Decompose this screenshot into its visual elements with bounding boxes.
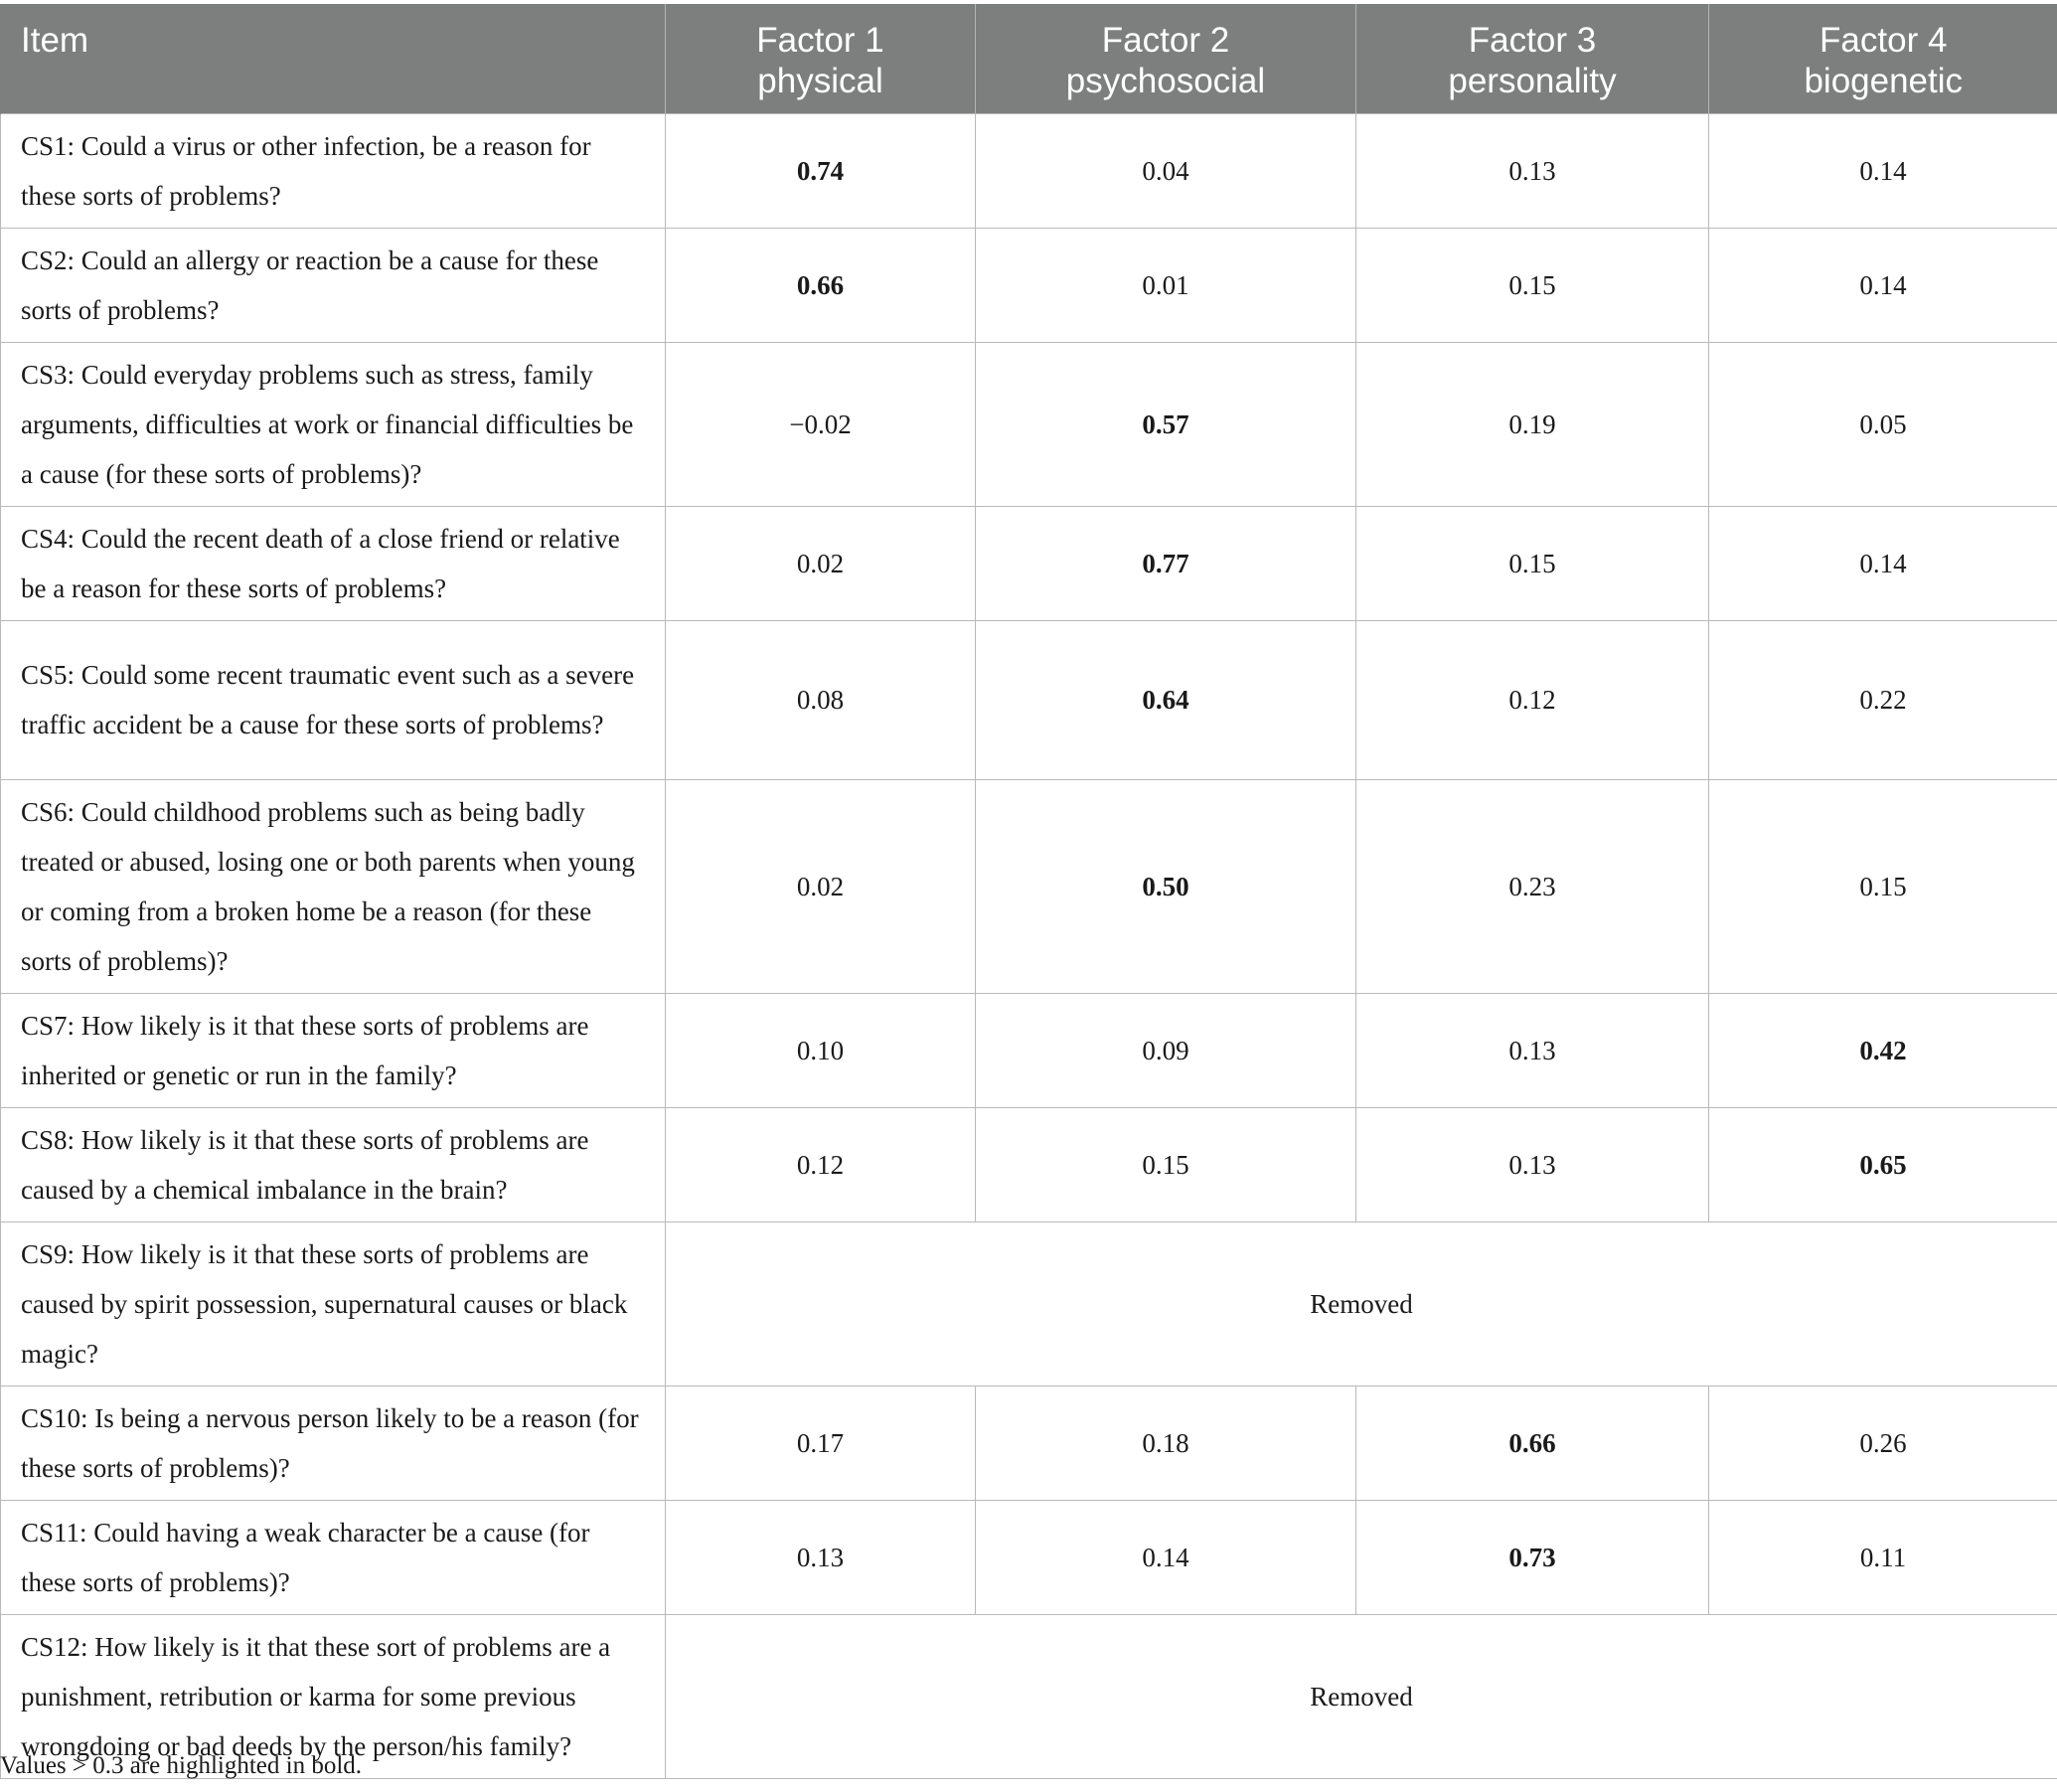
loading-cell: 0.77 xyxy=(976,506,1356,620)
table-row xyxy=(1,1107,2057,1222)
header-factor-3: Factor 3 personality xyxy=(1356,4,1709,113)
loading-cell: 0.50 xyxy=(976,779,1356,993)
loading-cell: 0.12 xyxy=(1356,620,1709,779)
removed-cell: Removed xyxy=(666,1222,2057,1385)
loading-cell: 0.10 xyxy=(666,993,976,1107)
item-cell: CS3: Could everyday problems such as stress, family arguments, difficulties at work or financial difficulties be a cause (for these sorts of problems)? xyxy=(1,342,666,506)
loading-cell: 0.14 xyxy=(1709,113,2057,228)
loading-cell: 0.02 xyxy=(666,506,976,620)
factor-loadings-table xyxy=(0,4,2057,1779)
loading-cell: 0.11 xyxy=(1709,1500,2057,1614)
table-row xyxy=(1,1222,2057,1385)
loading-cell: 0.13 xyxy=(1356,113,1709,228)
item-cell: CS9: How likely is it that these sorts of problems are caused by spirit possession, supernatural causes or black magic? xyxy=(1,1222,666,1385)
loading-cell: 0.66 xyxy=(1356,1385,1709,1500)
item-cell: CS1: Could a virus or other infection, be a reason for these sorts of problems? xyxy=(1,113,666,228)
table-row xyxy=(1,620,2057,779)
loading-cell: 0.15 xyxy=(1356,228,1709,342)
header-row xyxy=(1,4,2057,113)
item-cell: CS7: How likely is it that these sorts of problems are inherited or genetic or run in the family? xyxy=(1,993,666,1107)
item-cell: CS12: How likely is it that these sort of problems are a punishment, retribution or karma for some previous wrongdoing or bad deeds by the person/his family? xyxy=(1,1614,666,1778)
loading-cell: 0.19 xyxy=(1356,342,1709,506)
item-cell: CS8: How likely is it that these sorts of problems are caused by a chemical imbalance in the brain? xyxy=(1,1107,666,1222)
loading-cell: −0.02 xyxy=(666,342,976,506)
header-factor-1: Factor 1 physical xyxy=(666,4,976,113)
loading-cell: 0.14 xyxy=(1709,228,2057,342)
header-factor-2: Factor 2 psychosocial xyxy=(976,4,1356,113)
loading-cell: 0.15 xyxy=(976,1107,1356,1222)
loading-cell: 0.02 xyxy=(666,779,976,993)
table-row xyxy=(1,993,2057,1107)
item-cell: CS2: Could an allergy or reaction be a cause for these sorts of problems? xyxy=(1,228,666,342)
table-row xyxy=(1,1500,2057,1614)
loading-cell: 0.13 xyxy=(1356,993,1709,1107)
loading-cell: 0.73 xyxy=(1356,1500,1709,1614)
table-row xyxy=(1,779,2057,993)
item-cell: CS4: Could the recent death of a close friend or relative be a reason for these sorts of problems? xyxy=(1,506,666,620)
loading-cell: 0.65 xyxy=(1709,1107,2057,1222)
loading-cell: 0.08 xyxy=(666,620,976,779)
loading-cell: 0.14 xyxy=(976,1500,1356,1614)
loading-cell: 0.14 xyxy=(1709,506,2057,620)
removed-cell: Removed xyxy=(666,1614,2057,1778)
loading-cell: 0.15 xyxy=(1356,506,1709,620)
loading-cell: 0.01 xyxy=(976,228,1356,342)
loading-cell: 0.57 xyxy=(976,342,1356,506)
table-row xyxy=(1,113,2057,228)
loading-cell: 0.74 xyxy=(666,113,976,228)
header-item: Item xyxy=(1,4,666,113)
loading-cell: 0.12 xyxy=(666,1107,976,1222)
table-body xyxy=(1,113,2057,1778)
loading-cell: 0.05 xyxy=(1709,342,2057,506)
loading-cell: 0.23 xyxy=(1356,779,1709,993)
loading-cell: 0.26 xyxy=(1709,1385,2057,1500)
loading-cell: 0.13 xyxy=(666,1500,976,1614)
loading-cell: 0.22 xyxy=(1709,620,2057,779)
table-footnote: Values > 0.3 are highlighted in bold. xyxy=(0,1752,363,1779)
item-cell: CS11: Could having a weak character be a cause (for these sorts of problems)? xyxy=(1,1500,666,1614)
loading-cell: 0.64 xyxy=(976,620,1356,779)
header-factor-4: Factor 4 biogenetic xyxy=(1709,4,2057,113)
loading-cell: 0.04 xyxy=(976,113,1356,228)
factor-loadings-table-container xyxy=(0,4,2057,1779)
loading-cell: 0.66 xyxy=(666,228,976,342)
table-row xyxy=(1,506,2057,620)
loading-cell: 0.18 xyxy=(976,1385,1356,1500)
table-row xyxy=(1,228,2057,342)
loading-cell: 0.15 xyxy=(1709,779,2057,993)
loading-cell: 0.09 xyxy=(976,993,1356,1107)
table-row xyxy=(1,342,2057,506)
loading-cell: 0.17 xyxy=(666,1385,976,1500)
loading-cell: 0.42 xyxy=(1709,993,2057,1107)
item-cell: CS6: Could childhood problems such as being badly treated or abused, losing one or both parents when young or coming from a broken home be a reason (for these sorts of problems)? xyxy=(1,779,666,993)
table-row xyxy=(1,1385,2057,1500)
table-header xyxy=(1,4,2057,113)
item-cell: CS5: Could some recent traumatic event such as a severe traffic accident be a cause for these sorts of problems? xyxy=(1,620,666,779)
loading-cell: 0.13 xyxy=(1356,1107,1709,1222)
item-cell: CS10: Is being a nervous person likely to be a reason (for these sorts of problems)? xyxy=(1,1385,666,1500)
